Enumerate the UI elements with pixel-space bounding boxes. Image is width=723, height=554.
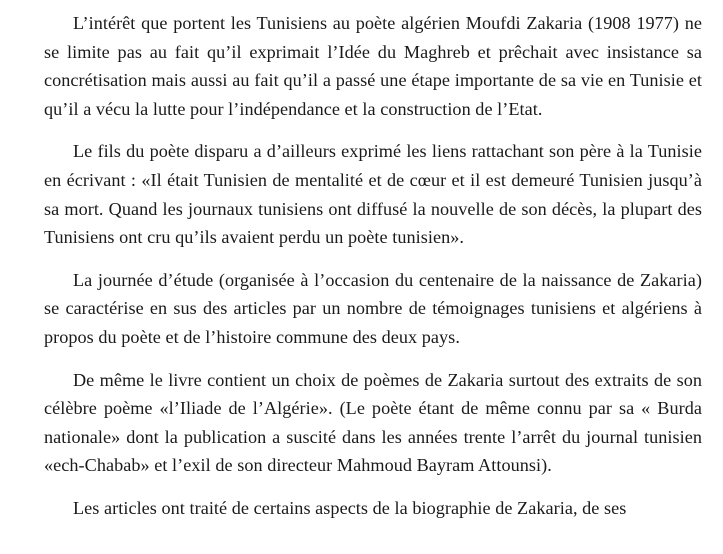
paragraph-5: Les articles ont traité de certains aspects de la biographie de Zakaria, de ses: [73, 497, 627, 518]
body-text: [44, 9, 702, 537]
paragraph-3: La journée d’étude (organisée à l’occasion du centenaire de la naissance de Zakaria) se caractérise en sus des articles par un nombre de témoignages tunisiens et algériens à propos du poète et de l’histoire commune des deux pays.: [44, 269, 702, 347]
paragraph-2: Le fils du poète disparu a d’ailleurs exprimé les liens rattachant son père à la Tunisie en écrivant : «Il était Tunisien de mentalité et de cœur et il est demeuré Tunisien jusqu’à sa mort. Quand les journaux tunisiens ont diffusé la nouvelle de son décès, la plupart des Tunisiens ont cru qu’ils avaient perdu un poète tunisien».: [44, 141, 702, 248]
paragraph-1: L’intérêt que portent les Tunisiens au poète algérien Moufdi Zakaria (1908 1977) ne se limite pas au fait qu’il exprimait l’Idée du Maghreb et prêchait avec insistance sa concrétisation mais aussi au fait qu’il a passé une étape importante de sa vie en Tunisie et qu’il a vécu la lutte pour l’indépendance et la construction de l’Etat.: [44, 13, 702, 119]
paragraph-4: De même le livre contient un choix de poèmes de Zakaria surtout des extraits de son célèbre poème «l’Iliade de l’Algérie». (Le poète étant de même connu par sa « Burda nationale» dont la publication a suscité dans les années trente l’arrêt du journal tunisien «ech-Chabab» et l’exil de son directeur Mahmoud Bayram Attounsi).: [44, 369, 702, 476]
